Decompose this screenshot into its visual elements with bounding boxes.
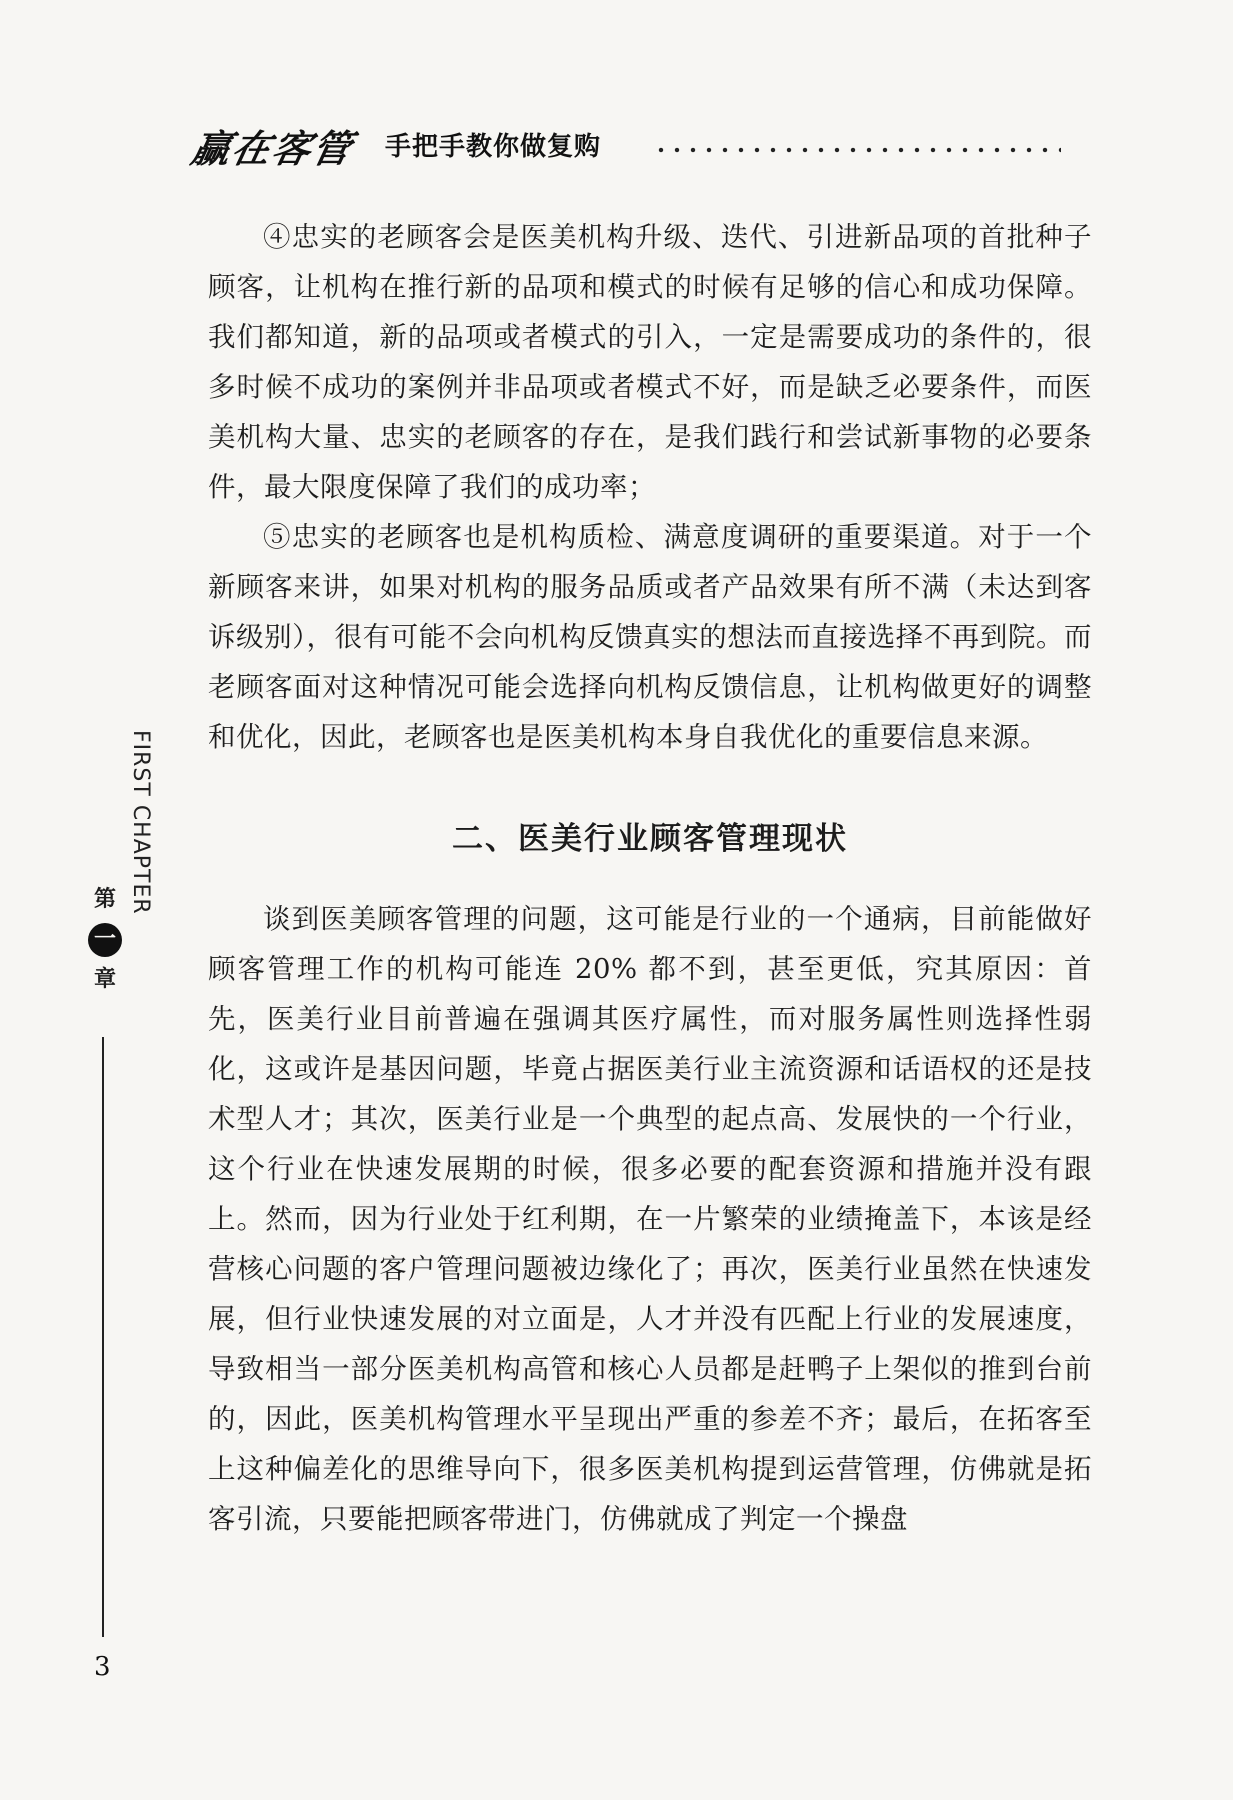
chapter-char-di: 第: [93, 887, 116, 912]
section-title: 二、医美行业顾客管理现状: [452, 821, 848, 857]
book-brand-logo: 赢在客管: [187, 126, 358, 171]
paragraph-point-5: ⑤忠实的老顾客也是机构质检、满意度调研的重要渠道。对于一个新顾客来讲，如果对机构的服务品质或者产品效果有所不满（未达到客诉级别），很有可能不会向机构反馈真实的想法而直接选择不再到院。而老顾客面对这种情况可能会选择向机构反馈信息，让机构做更好的调整和优化，因此，老顾客也是医美机构本身自我优化的重要信息来源。: [208, 521, 1092, 753]
chapter-char-zhang: 章: [93, 967, 116, 992]
paragraph-point-4: ④忠实的老顾客会是医美机构升级、迭代、引进新品项的首批种子顾客，让机构在推行新的品项和模式的时候有足够的信心和成功保障。我们都知道，新的品项或者模式的引入，一定是需要成功的条件的，很多时候不成功的案例并非品项或者模式不好，而是缺乏必要条件，而医美机构大量、忠实的老顾客的存在，是我们践行和尝试新事物的必要条件，最大限度保障了我们的成功率；: [208, 221, 1092, 503]
chapter-char-yi: 一: [88, 923, 122, 957]
chapter-english-label: FIRST CHAPTER: [128, 730, 153, 915]
book-subtitle: 手把手教你做复购: [385, 132, 602, 162]
header-dotted-leader: [653, 146, 1061, 154]
paragraph-section-body: 谈到医美顾客管理的问题，这可能是行业的一个通病，目前能做好顾客管理工作的机构可能连 20% 都不到，甚至更低，究其原因：首先，医美行业目前普遍在强调其医疗属性，而对服务属性则选择性弱化，这或许是基因问题，毕竟占据医美行业主流资源和话语权的还是技术型人才；其次，医美行业是一个典型的起点高、发展快的一个行业，这个行业在快速发展期的时候，很多必要的配套资源和措施并没有跟上。然而，因为行业处于红利期，在一片繁荣的业绩掩盖下，本该是经营核心问题的客户管理问题被边缘化了；再次，医美行业虽然在快速发展，但行业快速发展的对立面是，人才并没有匹配上行业的发展速度，导致相当一部分医美机构高管和核心人员都是赶鸭子上架似的推到台前的，因此，医美机构管理水平呈现出严重的参差不齐；最后，在拓客至上这种偏差化的思维导向下，很多医美机构提到运营管理，仿佛就是拓客引流，只要能把顾客带进门，仿佛就成了判定一个操盘: [208, 903, 1092, 1535]
page-content: [208, 212, 1092, 1544]
running-header: [187, 118, 1073, 174]
side-rule-line: [102, 1037, 104, 1637]
page-number: 3: [94, 1652, 111, 1682]
chapter-marker: [88, 883, 128, 1003]
